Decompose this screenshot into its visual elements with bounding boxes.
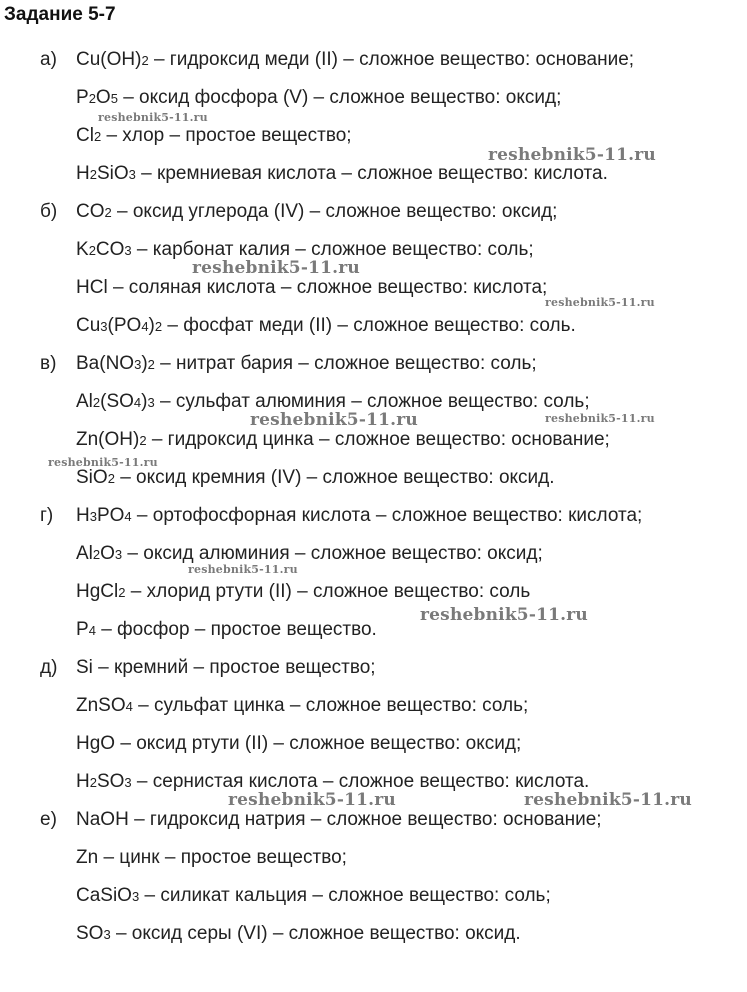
substance-description: – оксид серы (VI) – сложное вещество: оксид. <box>110 923 521 944</box>
substance-line <box>76 48 634 73</box>
substance-description: – гидроксид натрия – сложное вещество: основание; <box>128 809 602 830</box>
chemical-formula <box>76 543 122 564</box>
watermark-text: reshebnik5-11.ru <box>98 111 208 124</box>
formula-index: 4 <box>141 319 149 334</box>
formula-index: 2 <box>141 53 149 68</box>
formula-part: Cu(OH) <box>76 49 142 70</box>
section-letter: е) <box>40 809 57 830</box>
substance-description: – сернистая кислота – сложное вещество: кислота. <box>131 771 590 792</box>
formula-index: 4 <box>124 509 132 524</box>
substance-line <box>76 694 528 719</box>
formula-part: ) <box>148 315 155 336</box>
formula-index: 4 <box>133 395 142 410</box>
section-letter: а) <box>40 49 57 70</box>
formula-index: 3 <box>103 927 111 942</box>
substance-description: – хлор – простое вещество; <box>101 125 352 146</box>
chemical-formula <box>76 733 115 754</box>
substance-line <box>76 200 557 225</box>
chemical-formula <box>76 277 108 298</box>
watermark-text: reshebnik5-11.ru <box>250 410 418 430</box>
formula-part: (PO <box>107 315 142 336</box>
chemical-formula <box>76 163 136 184</box>
substance-description: – ортофосфорная кислота – сложное вещество: кислота; <box>131 505 643 526</box>
formula-index: 3 <box>134 357 142 372</box>
substance-description: – нитрат бария – сложное вещество: соль; <box>154 353 537 374</box>
formula-part: HgCl <box>76 581 119 602</box>
substance-line <box>76 922 521 947</box>
formula-part: CO <box>76 201 105 222</box>
formula-index: 2 <box>92 395 101 410</box>
formula-part: K <box>76 239 89 260</box>
formula-part: SO <box>96 771 125 792</box>
substance-line <box>76 162 608 187</box>
formula-part: CaSiO <box>76 885 132 906</box>
formula-part: (SO <box>100 391 134 412</box>
formula-index: 2 <box>89 167 97 182</box>
formula-part: H <box>76 771 90 792</box>
formula-part: HCl <box>76 277 108 298</box>
chemical-formula <box>76 695 133 716</box>
formula-part: H <box>76 505 90 526</box>
substance-line <box>76 808 602 832</box>
formula-index: 3 <box>147 395 155 410</box>
formula-part: PO <box>96 505 125 526</box>
substance-description: – гидроксид цинка – сложное вещество: основание; <box>146 429 610 450</box>
formula-index: 4 <box>88 623 96 638</box>
substance-line <box>76 124 352 149</box>
chemical-formula <box>76 125 101 146</box>
substance-description: – кремний – простое вещество; <box>92 657 376 678</box>
chemical-formula <box>76 923 111 944</box>
formula-index: 2 <box>147 357 155 372</box>
chemical-formula <box>76 657 93 678</box>
chemical-formula <box>76 201 112 222</box>
chemical-formula <box>76 771 132 792</box>
formula-part: Al <box>76 391 93 412</box>
section-letter: г) <box>40 505 54 526</box>
formula-part: HgO <box>76 733 116 754</box>
chemical-formula <box>76 49 149 70</box>
chemical-formula <box>76 885 139 906</box>
formula-index: 2 <box>118 585 126 600</box>
formula-part: Cu <box>76 315 101 336</box>
chemical-formula <box>76 239 132 260</box>
watermark-text: reshebnik5-11.ru <box>192 258 360 278</box>
formula-index: 2 <box>88 243 96 258</box>
substance-description: – кремниевая кислота – сложное вещество: кислота. <box>135 163 608 184</box>
substance-line <box>76 884 551 909</box>
formula-part: ZnSO <box>76 695 126 716</box>
chemical-formula <box>76 467 115 488</box>
formula-part: Ba(NO <box>76 353 135 374</box>
formula-index: 3 <box>128 167 136 182</box>
formula-index: 3 <box>100 319 108 334</box>
substance-description: – хлорид ртути (II) – сложное вещество: соль <box>125 581 531 602</box>
substance-line <box>76 86 561 111</box>
chemical-formula <box>76 353 155 374</box>
formula-part: Zn(OH) <box>76 429 140 450</box>
watermark-text: reshebnik5-11.ru <box>488 145 656 165</box>
substance-description: – оксид фосфора (V) – сложное вещество: оксид; <box>117 87 562 108</box>
substance-line <box>76 276 547 300</box>
section-letter: б) <box>40 201 58 222</box>
substance-line <box>76 618 377 643</box>
watermark-text: reshebnik5-11.ru <box>545 296 655 309</box>
formula-index: 2 <box>154 319 163 334</box>
substance-description: – оксид алюминия – сложное вещество: оксид; <box>122 543 543 564</box>
formula-part: ) <box>141 353 148 374</box>
substance-line <box>76 656 376 680</box>
formula-index: 3 <box>124 775 132 790</box>
substance-description: – соляная кислота – сложное вещество: кислота; <box>107 277 548 298</box>
formula-part: SO <box>76 923 104 944</box>
substance-line <box>76 504 642 529</box>
formula-index: 2 <box>92 547 101 562</box>
substance-description: – оксид углерода (IV) – сложное вещество: оксид; <box>111 201 558 222</box>
section-letter: в) <box>40 353 57 374</box>
chemical-formula <box>76 809 129 830</box>
formula-index: 3 <box>124 243 132 258</box>
substance-description: – карбонат калия – сложное вещество: соль; <box>131 239 534 260</box>
formula-index: 2 <box>89 775 97 790</box>
substance-description: – фосфор – простое вещество. <box>95 619 377 640</box>
chemical-formula <box>76 391 155 412</box>
substance-line <box>76 428 610 453</box>
watermark-text: reshebnik5-11.ru <box>228 790 396 810</box>
formula-part: H <box>76 163 90 184</box>
chemical-formula <box>76 847 98 868</box>
formula-index: 3 <box>89 509 97 524</box>
section-letter: д) <box>40 657 58 678</box>
watermark-text: reshebnik5-11.ru <box>524 790 692 810</box>
substance-line <box>76 352 537 377</box>
substance-description: – сульфат цинка – сложное вещество: соль; <box>132 695 529 716</box>
formula-part: P <box>76 619 89 640</box>
formula-part: SiO <box>96 163 129 184</box>
substance-line <box>76 542 543 567</box>
substance-line <box>76 580 530 605</box>
formula-part: NaOH <box>76 809 129 830</box>
formula-part: Si <box>76 657 93 678</box>
substance-description: – гидроксид меди (II) – сложное вещество: основание; <box>148 49 635 70</box>
formula-index: 2 <box>93 129 102 144</box>
formula-part: O <box>95 87 111 108</box>
substance-line <box>76 732 521 756</box>
chemical-formula <box>76 429 147 450</box>
formula-index: 2 <box>104 205 112 220</box>
substance-description: – оксид кремния (IV) – сложное вещество: оксид. <box>114 467 555 488</box>
substance-description: – фосфат меди (II) – сложное вещество: соль. <box>162 315 576 336</box>
chemical-formula <box>76 581 125 602</box>
formula-part: Zn <box>76 847 99 868</box>
chemical-formula <box>76 315 162 336</box>
substance-line <box>76 314 576 339</box>
formula-part: Al <box>76 543 93 564</box>
formula-index: 4 <box>125 699 133 714</box>
formula-index: 2 <box>107 471 115 486</box>
formula-part: Cl <box>76 125 94 146</box>
formula-part: ) <box>141 391 148 412</box>
formula-part: SiO <box>76 467 108 488</box>
formula-part: P <box>76 87 89 108</box>
substance-line <box>76 846 347 870</box>
chemical-formula <box>76 87 118 108</box>
substance-description: – цинк – простое вещество; <box>98 847 347 868</box>
chemical-formula <box>76 619 96 640</box>
formula-part: CO <box>95 239 125 260</box>
page-title: Задание 5-7 <box>4 4 116 25</box>
substance-description: – силикат кальция – сложное вещество: соль; <box>139 885 551 906</box>
formula-index: 3 <box>114 547 123 562</box>
formula-index: 5 <box>110 91 118 106</box>
substance-line <box>76 466 555 491</box>
formula-index: 2 <box>139 433 147 448</box>
formula-index: 2 <box>88 91 96 106</box>
watermark-text: reshebnik5-11.ru <box>188 563 298 576</box>
substance-description: – оксид ртути (II) – сложное вещество: оксид; <box>115 733 522 754</box>
chemical-formula <box>76 505 132 526</box>
watermark-text: reshebnik5-11.ru <box>545 412 655 425</box>
watermark-text: reshebnik5-11.ru <box>48 456 158 469</box>
watermark-text: reshebnik5-11.ru <box>420 605 588 625</box>
substance-description: – сульфат алюминия – сложное вещество: соль; <box>154 391 590 412</box>
formula-index: 3 <box>131 889 140 904</box>
formula-part: O <box>100 543 115 564</box>
